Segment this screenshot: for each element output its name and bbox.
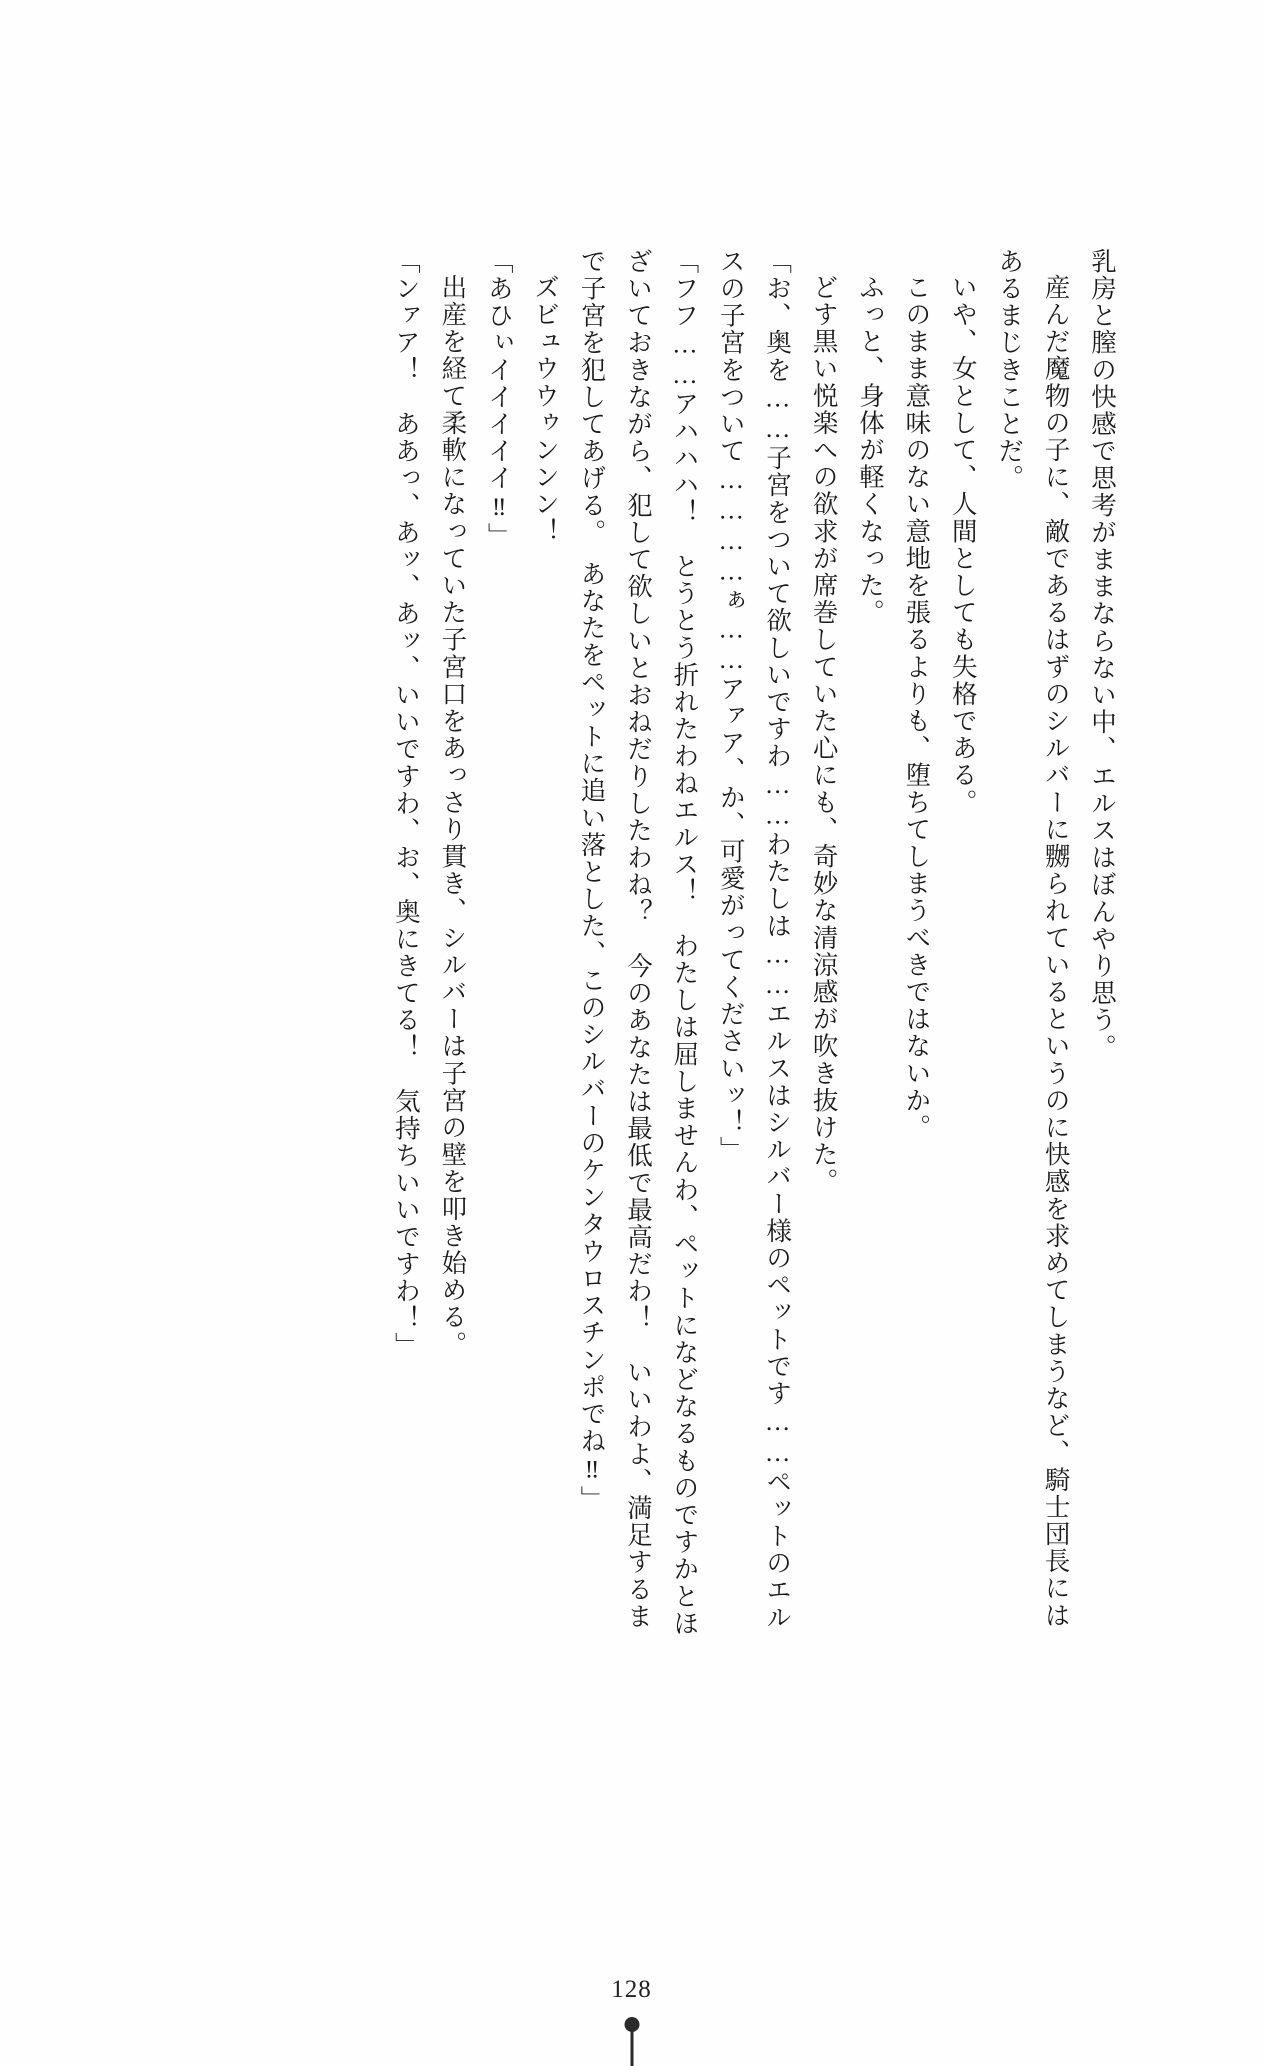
paragraph: どす黒い悦楽への欲求が席巻していた心にも、奇妙な清涼感が吹き抜けた。 — [809, 273, 839, 1195]
paragraph: 産んだ魔物の子に、敵であるはずのシルバーに嬲られているというのに快感を求めてしまうなど、騎士団長にはあるまじきことだ。 — [995, 248, 1071, 1629]
paragraph: 「フフ……アハハハ！ とうとう折れたわねエルス！ わたしは屈しませんわ、ペットになどなるものですかとほざいておきながら、犯して欲しいとおねだりしたわね？ 今のあなたは最低で最高だわ！ いいわよ、満足するまで子宮を犯してあげる。 あなたをペットに追い落とした、このシルバーのケンタウロスチンポでね‼」 — [577, 248, 700, 1638]
paragraph: 「お、奥を……子宮をついて欲しいですわ……わたしは……エルスはシルバー様のペットです……ペットのエルスの子宮をついて…………ぁ……アァア、か、可愛がってくださいッ！」 — [716, 248, 793, 1631]
page-number: 128 — [611, 1976, 652, 2003]
paragraph: ふっと、身体が軽くなった。 — [855, 273, 885, 626]
paragraph: 「ンァア！ ああっ、あッ、あッ、いいですわ、お、奥にきてる！ 気持ちいいですわ！」 — [391, 248, 421, 1360]
paragraph: 出産を経て柔軟になっていた子宮口をあっさり貫き、シルバーは子宮の壁を叩き始める。 — [438, 273, 468, 1358]
paragraph: 乳房と膣の快感で思考がままならない中、エルスはぼんやり思う。 — [1088, 248, 1117, 1061]
paragraph: このまま意味のない意地を張るよりも、堕ちてしまうべきではないか。 — [902, 273, 932, 1141]
spine-line-mark — [630, 2022, 633, 2066]
body-text-block — [138, 248, 1125, 1648]
paragraph: いや、女として、人間としても失格である。 — [948, 273, 978, 816]
paragraph: ズビュウウゥンンン！ — [531, 273, 561, 545]
paragraph: 「あひぃイイイイイ‼」 — [484, 248, 514, 550]
